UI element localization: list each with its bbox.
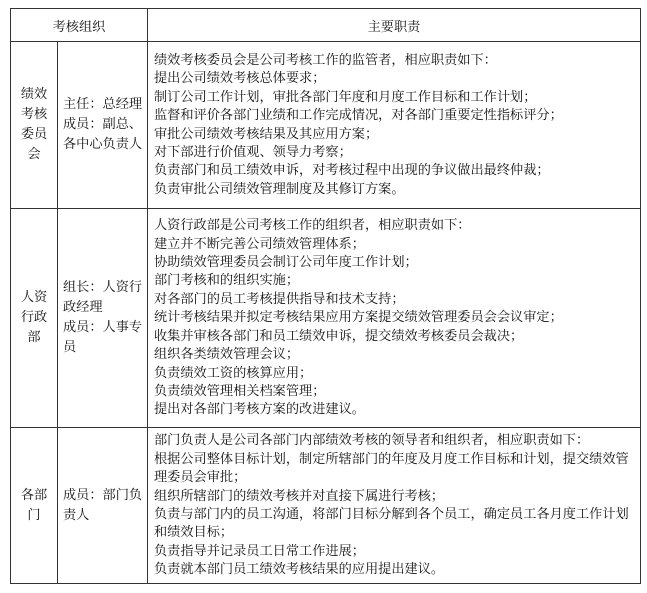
table-row <box>11 42 641 209</box>
member-line: 各中心负责人 <box>63 137 143 152</box>
member-line: 组长：人资行 <box>63 280 143 295</box>
org-name-line: 考核 <box>20 107 48 122</box>
duty-line: 负责就本部门员工绩效考核结果的应用提出建议。 <box>154 562 445 578</box>
duty-line: 提出公司绩效考核总体要求； <box>154 71 326 87</box>
duty-line: 部门负责人是公司各部门内部绩效考核的领导者和组织者，相应职责如下： <box>154 433 590 449</box>
duties-cell <box>148 209 641 428</box>
org-name-line: 行政 <box>20 310 48 325</box>
header-org: 考核组织 <box>11 9 148 42</box>
duty-line: 部门考核和的组织实施； <box>154 273 300 289</box>
header-duty: 主要职责 <box>148 9 641 42</box>
members-cell <box>58 209 148 428</box>
org-name-line: 各部 <box>20 487 48 503</box>
member-line: 员 <box>63 340 77 355</box>
member-line: 主任：总经理 <box>63 97 143 112</box>
duty-line: 提出对各部门考核方案的改进建议。 <box>154 402 365 418</box>
duties-cell <box>148 42 641 209</box>
duty-line: 统计考核结果并拟定考核结果应用方案提交绩效管理委员会会议审定； <box>154 310 563 326</box>
duty-line: 根据公司整体目标计划，制定所辖部门的年度及月度工作目标和计划，提交绩效管理委员会审批； <box>154 451 629 486</box>
org-name-cell <box>11 42 58 209</box>
duty-line: 绩效考核委员会是公司考核工作的监管者，相应职责如下： <box>154 52 497 68</box>
duty-line: 组织所辖部门的绩效考核并对直接下属进行考核； <box>154 488 445 504</box>
duty-line: 建立并不断完善公司绩效管理体系； <box>154 236 365 252</box>
org-name-cell <box>11 209 58 428</box>
duty-line: 对各部门的员工考核提供指导和技术支持； <box>154 291 405 307</box>
org-name-line: 部 <box>27 330 41 345</box>
duty-line: 审批公司绩效考核结果及其应用方案； <box>154 126 379 142</box>
duty-line: 负责指导并记录员工日常工作进展； <box>154 543 365 559</box>
member-line: 责人 <box>63 507 90 523</box>
member-line: 成员：部门负 <box>63 487 143 503</box>
duty-line: 负责绩效管理相关档案管理； <box>154 383 326 399</box>
responsibility-table <box>10 8 641 584</box>
org-name-line: 绩效 <box>20 87 48 102</box>
member-line: 成员：副总、 <box>63 117 143 132</box>
duties-cell <box>148 428 641 584</box>
org-name-line: 会 <box>27 147 41 162</box>
members-cell <box>58 42 148 209</box>
table-row <box>11 428 641 584</box>
duty-line: 协助绩效管理委员会制订公司年度工作计划； <box>154 255 418 271</box>
member-line: 政经理 <box>63 300 103 315</box>
duty-line: 组织各类绩效管理会议； <box>154 347 300 363</box>
table-header-row <box>11 9 641 42</box>
org-name-cell <box>11 428 58 584</box>
org-name-line: 人资 <box>20 290 48 305</box>
org-name-line: 门 <box>27 507 41 523</box>
org-name-line: 委员 <box>20 127 48 142</box>
duty-line: 负责部门和员工绩效申诉，对考核过程中出现的争议做出最终仲裁； <box>154 163 550 179</box>
duty-line: 监督和评价各部门业绩和工作完成情况，对各部门重要定性指标评分； <box>154 108 563 124</box>
duty-line: 对下部进行价值观、领导力考察； <box>154 144 352 160</box>
duty-line: 负责与部门内的员工沟通，将部门目标分解到各个员工，确定员工各月度工作计划和绩效目标； <box>154 507 629 541</box>
member-line: 成员：人事专 <box>63 320 143 335</box>
duty-line: 制订公司工作计划，审批各部门年度和月度工作目标和工作计划； <box>154 89 537 105</box>
table-row <box>11 209 641 428</box>
duty-line: 收集并审核各部门和员工绩效申诉，提交绩效考核委员会裁决； <box>154 328 524 344</box>
duty-line: 人资行政部是公司考核工作的组织者，相应职责如下： <box>154 218 471 234</box>
duty-line: 负责审批公司绩效管理制度及其修订方案。 <box>154 181 405 197</box>
duty-line: 负责绩效工资的核算应用； <box>154 365 313 381</box>
members-cell <box>58 428 148 584</box>
